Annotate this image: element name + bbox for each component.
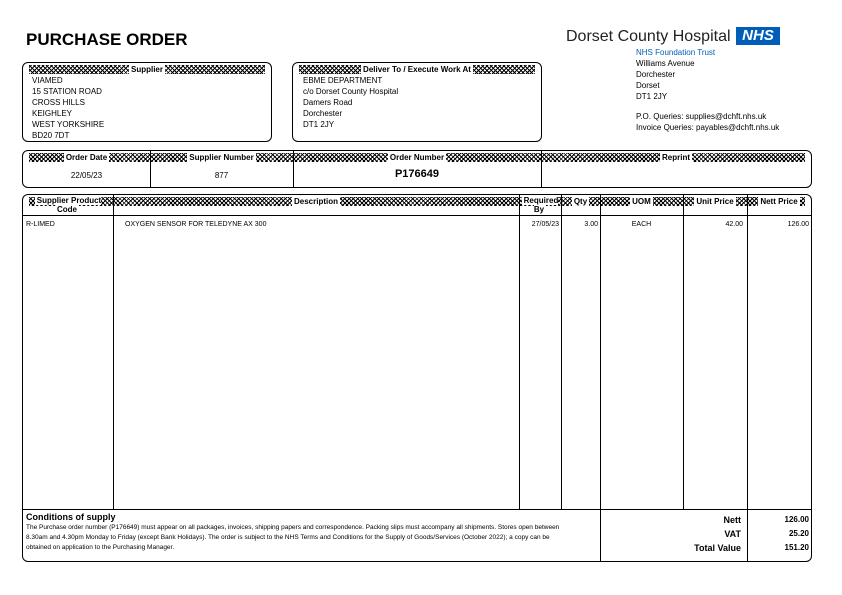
reprint-label: Reprint	[662, 153, 690, 162]
nett-label: Nett	[723, 515, 741, 525]
nett-value: 126.00	[784, 515, 809, 524]
nhs-logo: NHS	[736, 27, 780, 45]
invoice-queries: Invoice Queries: payables@dchft.nhs.uk	[636, 123, 780, 132]
supplier-address	[32, 75, 104, 141]
items-table	[22, 194, 812, 562]
item-nett-price: 126.00	[787, 221, 809, 228]
deliver-line: DT1 2JY	[303, 120, 335, 129]
col-header-required-by: Required By	[523, 196, 559, 214]
deliver-line: Damers Road	[303, 98, 353, 107]
item-unit-price: 42.00	[725, 221, 743, 228]
deliver-line: c/o Dorset County Hospital	[303, 87, 399, 96]
supplier-line: 15 STATION ROAD	[32, 87, 102, 96]
deliver-address	[303, 75, 398, 130]
item-required-by: 27/05/23	[531, 221, 559, 228]
col-header-qty: Qty	[573, 197, 588, 206]
hospital-address	[636, 58, 695, 102]
supplier-line: VIAMED	[32, 76, 63, 85]
item-description: OXYGEN SENSOR FOR TELEDYNE AX 300	[125, 221, 267, 228]
supplier-line: CROSS HILLS	[32, 98, 85, 107]
supplier-number: 877	[214, 171, 229, 180]
vat-value: 25.20	[788, 529, 809, 538]
deliver-box	[292, 62, 542, 142]
deliver-line: Dorchester	[303, 109, 343, 118]
conditions-title: Conditions of supply	[26, 512, 116, 522]
table-row	[23, 221, 811, 233]
item-qty: 3.00	[584, 221, 598, 228]
col-header-description: Description	[293, 197, 338, 206]
address-line: Williams Avenue	[636, 59, 695, 68]
col-header-unit-price: Unit Price	[696, 197, 734, 206]
item-code: R-LIMED	[26, 221, 55, 228]
vat-label: VAT	[724, 529, 741, 539]
item-uom: EACH	[631, 221, 652, 228]
col-header-code: Supplier Product Code	[36, 196, 102, 214]
hospital-name: Dorset County Hospital	[566, 28, 731, 45]
supplier-header: Supplier	[130, 65, 163, 74]
supplier-line: BD20 7DT	[32, 131, 70, 140]
supplier-number-label: Supplier Number	[189, 153, 254, 162]
trust-name: NHS Foundation Trust	[636, 48, 716, 57]
order-info-box	[22, 150, 812, 188]
supplier-box	[22, 62, 272, 142]
order-number: P176649	[394, 168, 440, 180]
address-line: Dorset	[636, 81, 660, 90]
order-date: 22/05/23	[70, 171, 103, 180]
address-line: DT1 2JY	[636, 92, 668, 101]
deliver-header: Deliver To / Execute Work At	[363, 65, 471, 74]
conditions-text: The Purchase order number (P176649) must appear on all packages, invoices, shipping papers and correspondence. Packing slips must accompany all shipments. Stores open between 8.30am and 4.30pm Monday to Friday (except Bank Holidays). The order is subject to the NHS Terms and Conditions for the Supply of Goods/Services (October 2022); a copy can be obtained on application to the Purchasing Manager.	[26, 524, 560, 551]
total-label: Total Value	[694, 543, 741, 553]
deliver-line: EBME DEPARTMENT	[303, 76, 383, 85]
supplier-line: WEST YORKSHIRE	[32, 120, 105, 129]
address-line: Dorchester	[636, 70, 676, 79]
total-value: 151.20	[784, 543, 809, 552]
po-queries: P.O. Queries: supplies@dchft.nhs.uk	[636, 112, 767, 121]
order-date-label: Order Date	[65, 153, 108, 162]
supplier-line: KEIGHLEY	[32, 109, 73, 118]
order-number-label: Order Number	[389, 153, 445, 162]
col-header-uom: UOM	[632, 197, 651, 206]
col-header-nett-price: Nett Price	[760, 197, 798, 206]
page-title: PURCHASE ORDER	[26, 30, 188, 49]
